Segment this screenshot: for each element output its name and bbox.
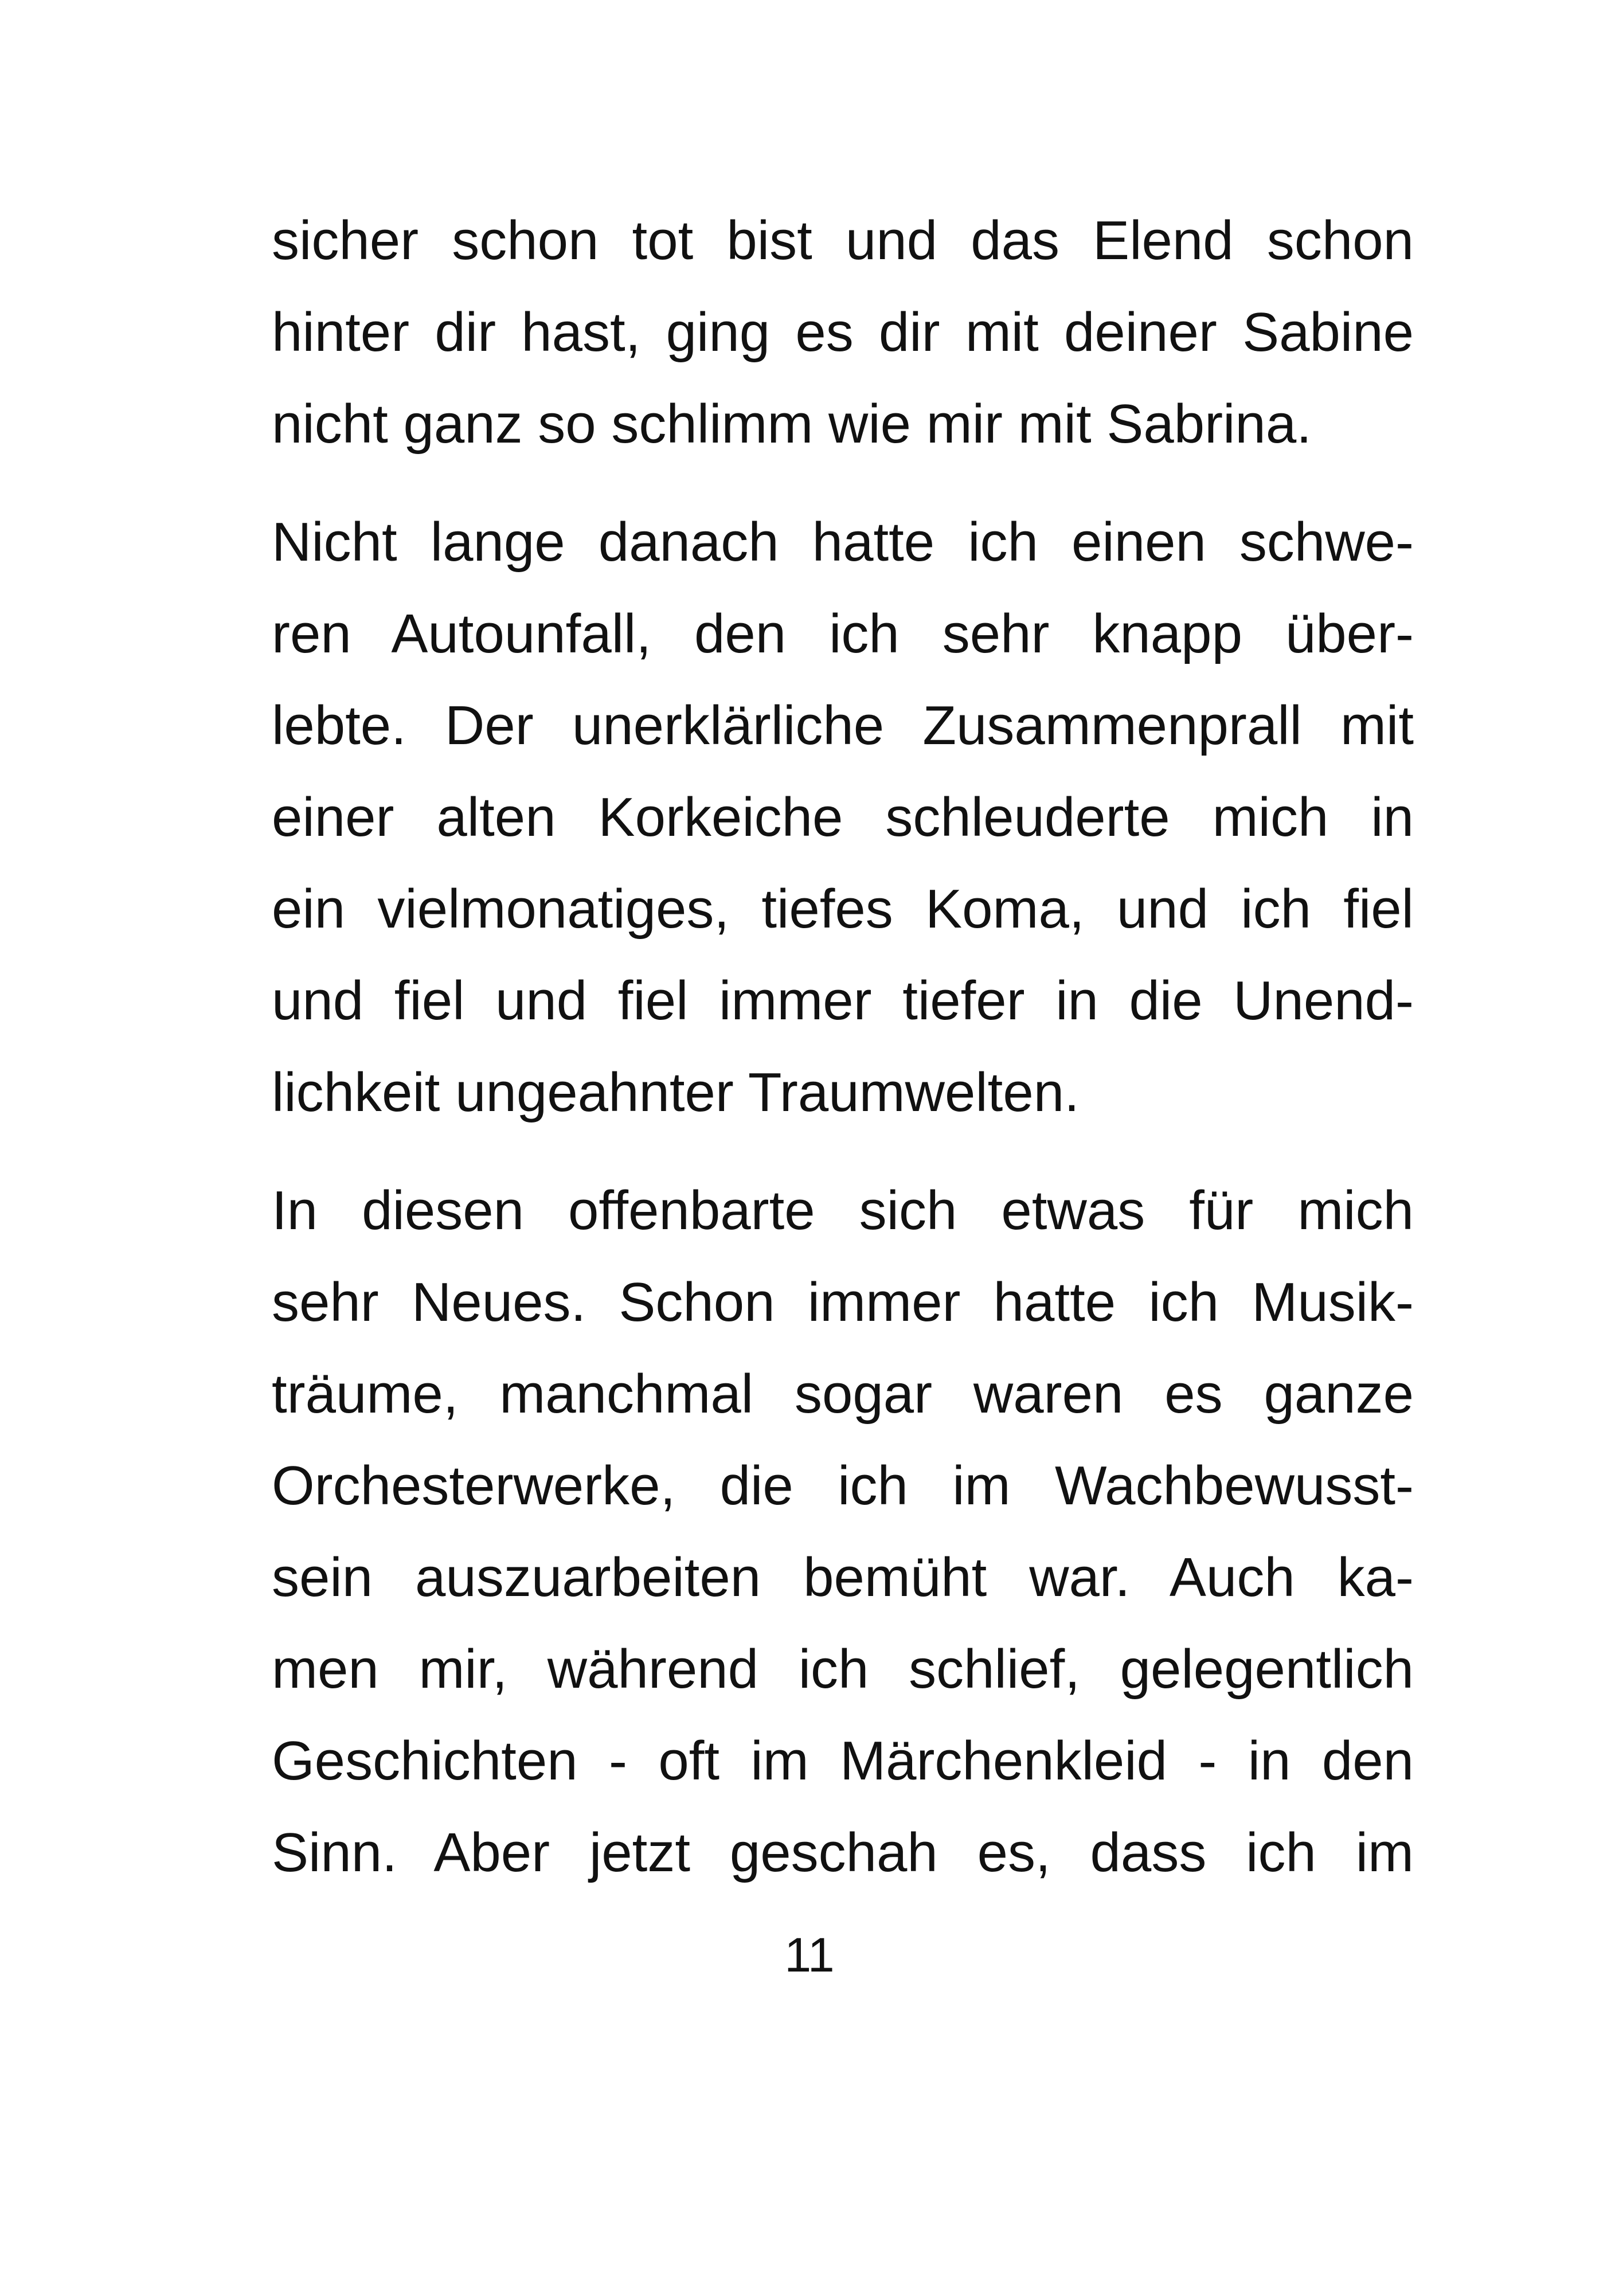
page-number: 11: [784, 1928, 835, 1982]
text-line: sehr Neues. Schon immer hatte ich Musik-: [272, 1272, 1414, 1333]
paragraph-2: [272, 496, 1414, 1139]
paragraph-spacer: [272, 1139, 1414, 1165]
paragraph-3: [272, 1165, 1414, 1899]
text-line: nicht ganz so schlimm wie mir mit Sabrina.: [272, 393, 1312, 455]
text-line: lebte. Der unerklärliche Zusammenprall mit: [272, 695, 1414, 756]
text-line: Sinn. Aber jetzt geschah es, dass ich im: [272, 1822, 1414, 1883]
text-line: lichkeit ungeahnter Traumwelten.: [272, 1062, 1080, 1123]
text-line: ren Autounfall, den ich sehr knapp über-: [272, 603, 1414, 664]
text-line: sicher schon tot bist und das Elend schon: [272, 210, 1414, 271]
paragraph-spacer: [272, 470, 1414, 496]
text-line: Orchesterwerke, die ich im Wachbewusst-: [272, 1455, 1414, 1516]
text-line: In diesen offenbarte sich etwas für mich: [272, 1180, 1414, 1241]
text-line: sein auszuarbeiten bemüht war. Auch ka-: [272, 1547, 1414, 1608]
text-line: und fiel und fiel immer tiefer in die Unend-: [272, 970, 1414, 1031]
text-line: men mir, während ich schlief, gelegentlich: [272, 1638, 1414, 1700]
text-line: träume, manchmal sogar waren es ganze: [272, 1363, 1414, 1425]
text-line: Nicht lange danach hatte ich einen schwe-: [272, 511, 1414, 573]
paragraph-1: [272, 195, 1414, 470]
text-line: einer alten Korkeiche schleuderte mich in: [272, 787, 1414, 848]
body-text: [272, 195, 1414, 1899]
text-line: Geschichten - oft im Märchenkleid - in den: [272, 1730, 1414, 1792]
text-line: hinter dir hast, ging es dir mit deiner Sabine: [272, 302, 1414, 363]
text-line: ein vielmonatiges, tiefes Koma, und ich fiel: [272, 878, 1414, 940]
